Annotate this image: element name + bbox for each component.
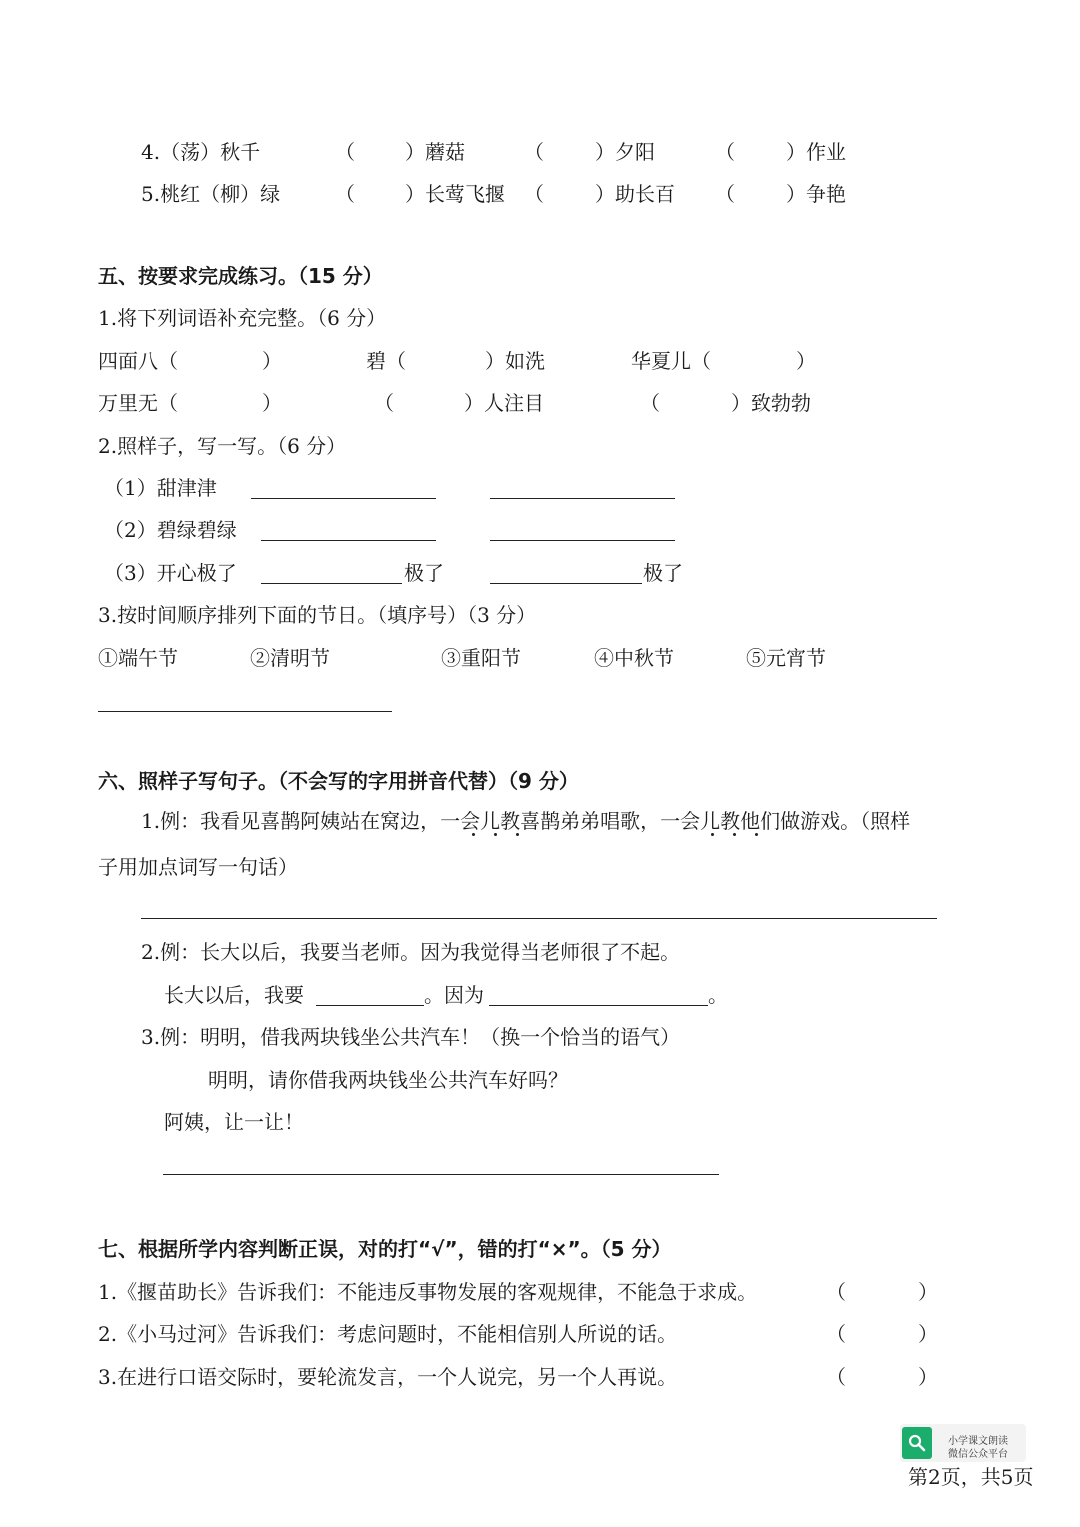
- example-1: （1）甜津津: [104, 476, 217, 500]
- row5-paren-1: （: [335, 182, 355, 206]
- section-6-title: 六、照样子写句子。（不会写的字用拼音代替）（9 分）: [98, 769, 579, 793]
- s6-q2-end: 。: [708, 983, 728, 1007]
- wechat-badge: [900, 1424, 1026, 1462]
- answer-line[interactable]: [316, 1005, 424, 1006]
- example-3-suffix-1: 极了: [404, 561, 444, 585]
- idiom-4-right: ）: [262, 391, 282, 415]
- row4-word-3: ）作业: [786, 140, 846, 164]
- judge-answer-right-paren[interactable]: ）: [918, 1365, 938, 1389]
- emphasis-dot: [516, 833, 519, 836]
- idiom-5-right: ）人注目: [464, 391, 544, 415]
- s6-q1-line1: 1.例：我看见喜鹊阿姨站在窝边，一会儿教喜鹊弟弟唱歌，一会儿教他们做游戏。（照样: [141, 809, 911, 833]
- festival-4: ④中秋节: [594, 646, 674, 670]
- judge-answer-left-paren[interactable]: （: [826, 1322, 846, 1346]
- row4-word-2: ）夕阳: [595, 140, 655, 164]
- example-3-suffix-2: 极了: [643, 561, 683, 585]
- row4-paren-3: （: [715, 140, 735, 164]
- example-2: （2）碧绿碧绿: [104, 518, 237, 542]
- s6-q2-because: 。因为: [424, 983, 484, 1007]
- page-footer: 第2页，共5页: [908, 1465, 1034, 1489]
- answer-line[interactable]: [98, 711, 392, 712]
- festival-3: ③重阳节: [441, 646, 521, 670]
- s6-q2-example: 2.例：长大以后，我要当老师。因为我觉得当老师很了不起。: [141, 940, 681, 964]
- row5-paren-3: （: [715, 182, 735, 206]
- row5-word-2: ）助长百: [595, 182, 675, 206]
- idiom-3-left: 华夏儿（: [631, 349, 711, 373]
- example-3: （3）开心极了: [104, 561, 237, 585]
- emphasis-dot: [711, 833, 714, 836]
- answer-line[interactable]: [489, 1005, 708, 1006]
- row5-start: 5.桃红（柳）绿: [141, 182, 281, 206]
- answer-line[interactable]: [490, 540, 675, 541]
- search-icon: [902, 1427, 932, 1459]
- answer-line[interactable]: [251, 498, 436, 499]
- judge-statement-2: 2.《小马过河》告诉我们：考虑问题时，不能相信别人所说的话。: [98, 1322, 678, 1346]
- row4-paren-2: （: [524, 140, 544, 164]
- answer-line[interactable]: [261, 540, 436, 541]
- festival-2: ②清明节: [250, 646, 330, 670]
- idiom-6-left: （: [640, 391, 660, 415]
- idiom-1-left: 四面八（: [98, 349, 178, 373]
- idiom-4-left: 万里无（: [98, 391, 178, 415]
- idiom-2-right: ）如洗: [485, 349, 545, 373]
- emphasis-dot: [733, 833, 736, 836]
- idiom-2-left: 碧（: [366, 349, 406, 373]
- judge-answer-right-paren[interactable]: ）: [918, 1280, 938, 1304]
- judge-answer-right-paren[interactable]: ）: [918, 1322, 938, 1346]
- row4-start: 4.（荡）秋千: [141, 140, 261, 164]
- judge-answer-left-paren[interactable]: （: [826, 1280, 846, 1304]
- section-5-title: 五、按要求完成练习。（15 分）: [98, 264, 383, 288]
- judge-answer-left-paren[interactable]: （: [826, 1365, 846, 1389]
- section-7-title: 七、根据所学内容判断正误，对的打“√”，错的打“×”。（5 分）: [98, 1237, 672, 1261]
- row5-paren-2: （: [524, 182, 544, 206]
- s6-q3-prompt: 阿姨，让一让！: [164, 1110, 304, 1134]
- answer-line[interactable]: [163, 1174, 719, 1175]
- s6-q2-prompt: 长大以后，我要: [164, 983, 304, 1007]
- row5-word-1: ）长莺飞揠: [405, 182, 505, 206]
- row4-paren-1: （: [335, 140, 355, 164]
- row5-word-3: ）争艳: [786, 182, 846, 206]
- judge-statement-1: 1.《揠苗助长》告诉我们：不能违反事物发展的客观规律，不能急于求成。: [98, 1280, 758, 1304]
- badge-line-1: 小学课文朗读: [948, 1436, 1008, 1447]
- s5-question-1: 1.将下列词语补充完整。（6 分）: [98, 306, 387, 330]
- festival-5: ⑤元宵节: [746, 646, 826, 670]
- s6-q3-example: 3.例：明明，借我两块钱坐公共汽车！（换一个恰当的语气）: [141, 1025, 681, 1049]
- festival-1: ①端午节: [98, 646, 178, 670]
- answer-line[interactable]: [141, 918, 937, 919]
- answer-line[interactable]: [490, 498, 675, 499]
- emphasis-dot: [472, 833, 475, 836]
- answer-line[interactable]: [261, 583, 402, 584]
- idiom-5-left: （: [374, 391, 394, 415]
- s5-question-2: 2.照样子，写一写。（6 分）: [98, 434, 347, 458]
- idiom-1-right: ）: [262, 349, 282, 373]
- idiom-6-right: ）致勃勃: [731, 391, 811, 415]
- badge-line-2: 微信公众平台: [948, 1449, 1008, 1460]
- s6-q3-sample-answer: 明明，请你借我两块钱坐公共汽车好吗？: [208, 1068, 568, 1092]
- s6-q1-line2: 子用加点词写一句话）: [98, 855, 298, 879]
- emphasis-dot: [494, 833, 497, 836]
- idiom-3-right: ）: [796, 349, 816, 373]
- answer-line[interactable]: [490, 583, 642, 584]
- s5-question-3: 3.按时间顺序排列下面的节日。（填序号）（3 分）: [98, 603, 537, 627]
- row4-word-1: ）蘑菇: [405, 140, 465, 164]
- emphasis-dot: [755, 833, 758, 836]
- judge-statement-3: 3.在进行口语交际时，要轮流发言，一个人说完，另一个人再说。: [98, 1365, 678, 1389]
